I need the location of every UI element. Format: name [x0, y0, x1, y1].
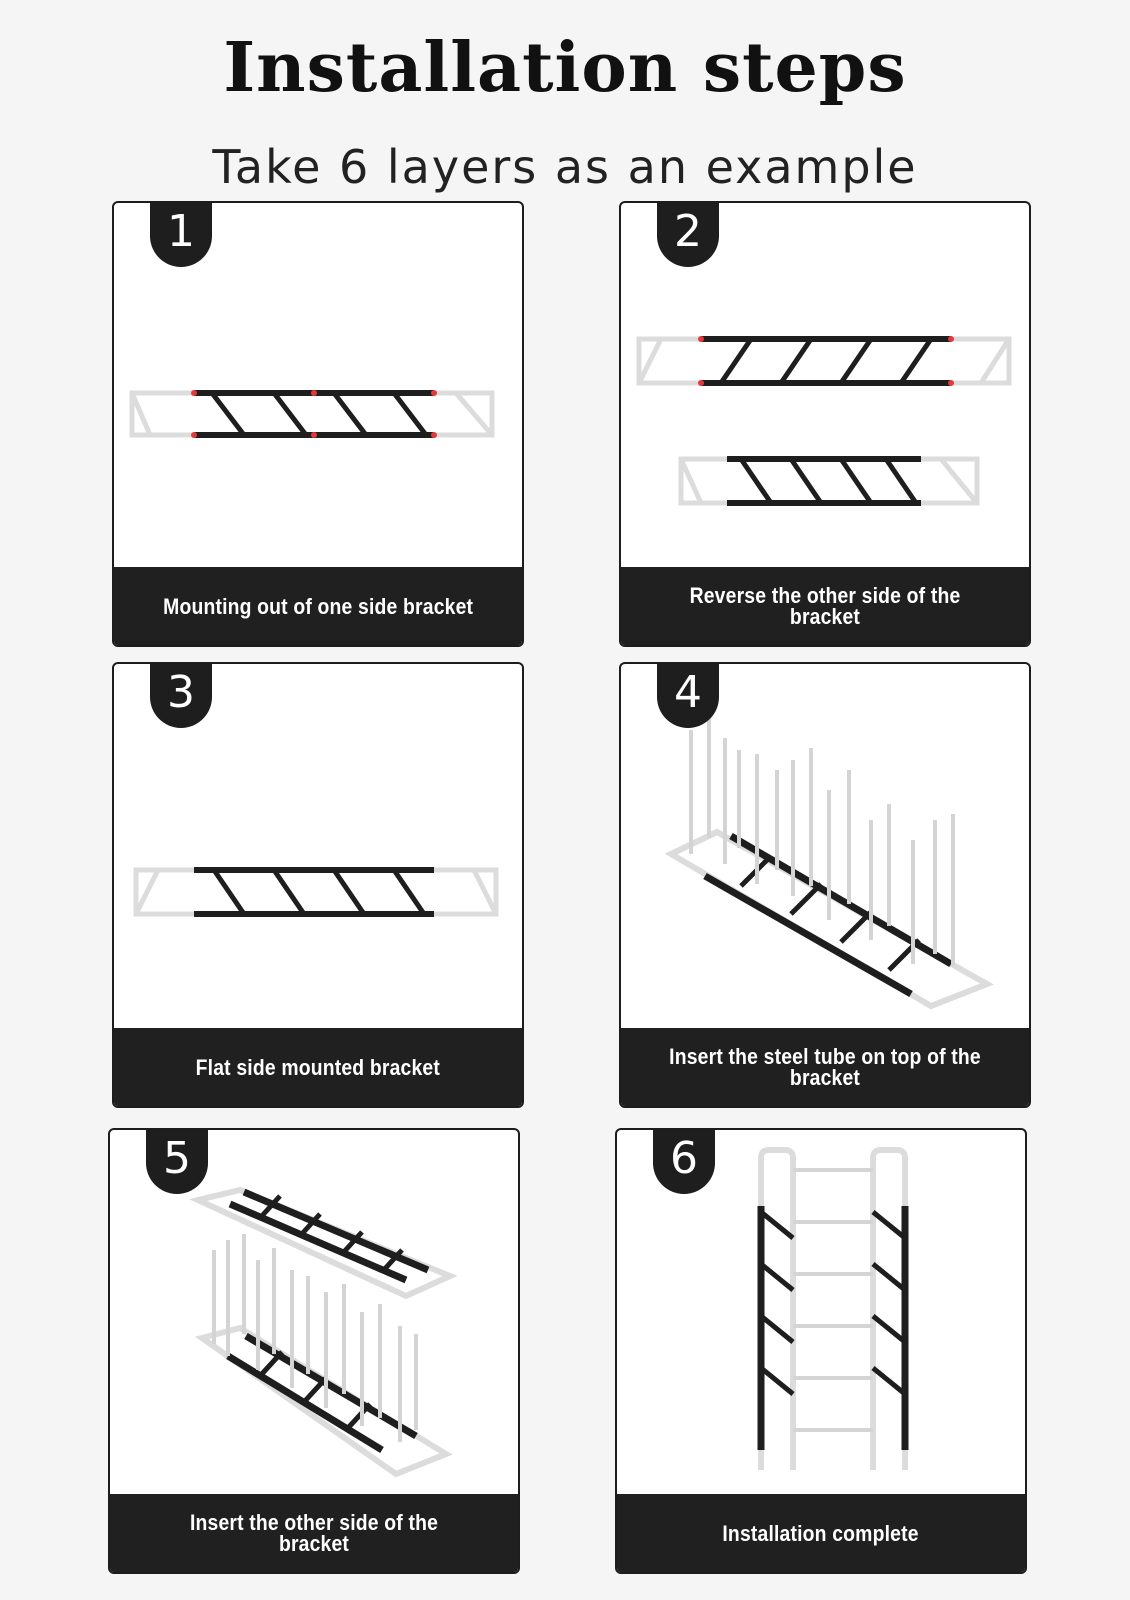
page-subtitle: Take 6 layers as an example: [212, 140, 918, 194]
step-caption-text: Reverse the other side of the bracket: [689, 583, 961, 629]
step-number-badge: 2: [657, 201, 719, 267]
step-caption: [114, 1028, 522, 1106]
step-caption-text: Insert the steel tube on top of the bracket: [669, 1044, 981, 1090]
step-caption: [110, 1494, 518, 1572]
step-card-1: [112, 201, 524, 647]
step-number-badge: 6: [653, 1128, 715, 1194]
step-card-5: [108, 1128, 520, 1574]
step-caption-text: Mounting out of one side bracket: [162, 593, 474, 619]
step-card-2: [619, 201, 1031, 647]
step-number-badge: 5: [146, 1128, 208, 1194]
step-caption: [621, 1028, 1029, 1106]
step-number-badge: 1: [150, 201, 212, 267]
step-caption-text: Insert the other side of the bracket: [189, 1510, 439, 1556]
step-number-badge: 4: [657, 662, 719, 728]
step-card-3: [112, 662, 524, 1108]
step-card-6: [615, 1128, 1027, 1574]
page-title: Installation steps: [223, 28, 907, 108]
step-caption: [621, 567, 1029, 645]
step-caption-text: Installation complete: [722, 1520, 920, 1546]
step-number-badge: 3: [150, 662, 212, 728]
step-caption: [114, 567, 522, 645]
step-caption-text: Flat side mounted bracket: [195, 1054, 441, 1080]
step-card-4: [619, 662, 1031, 1108]
step-caption: [617, 1494, 1025, 1572]
